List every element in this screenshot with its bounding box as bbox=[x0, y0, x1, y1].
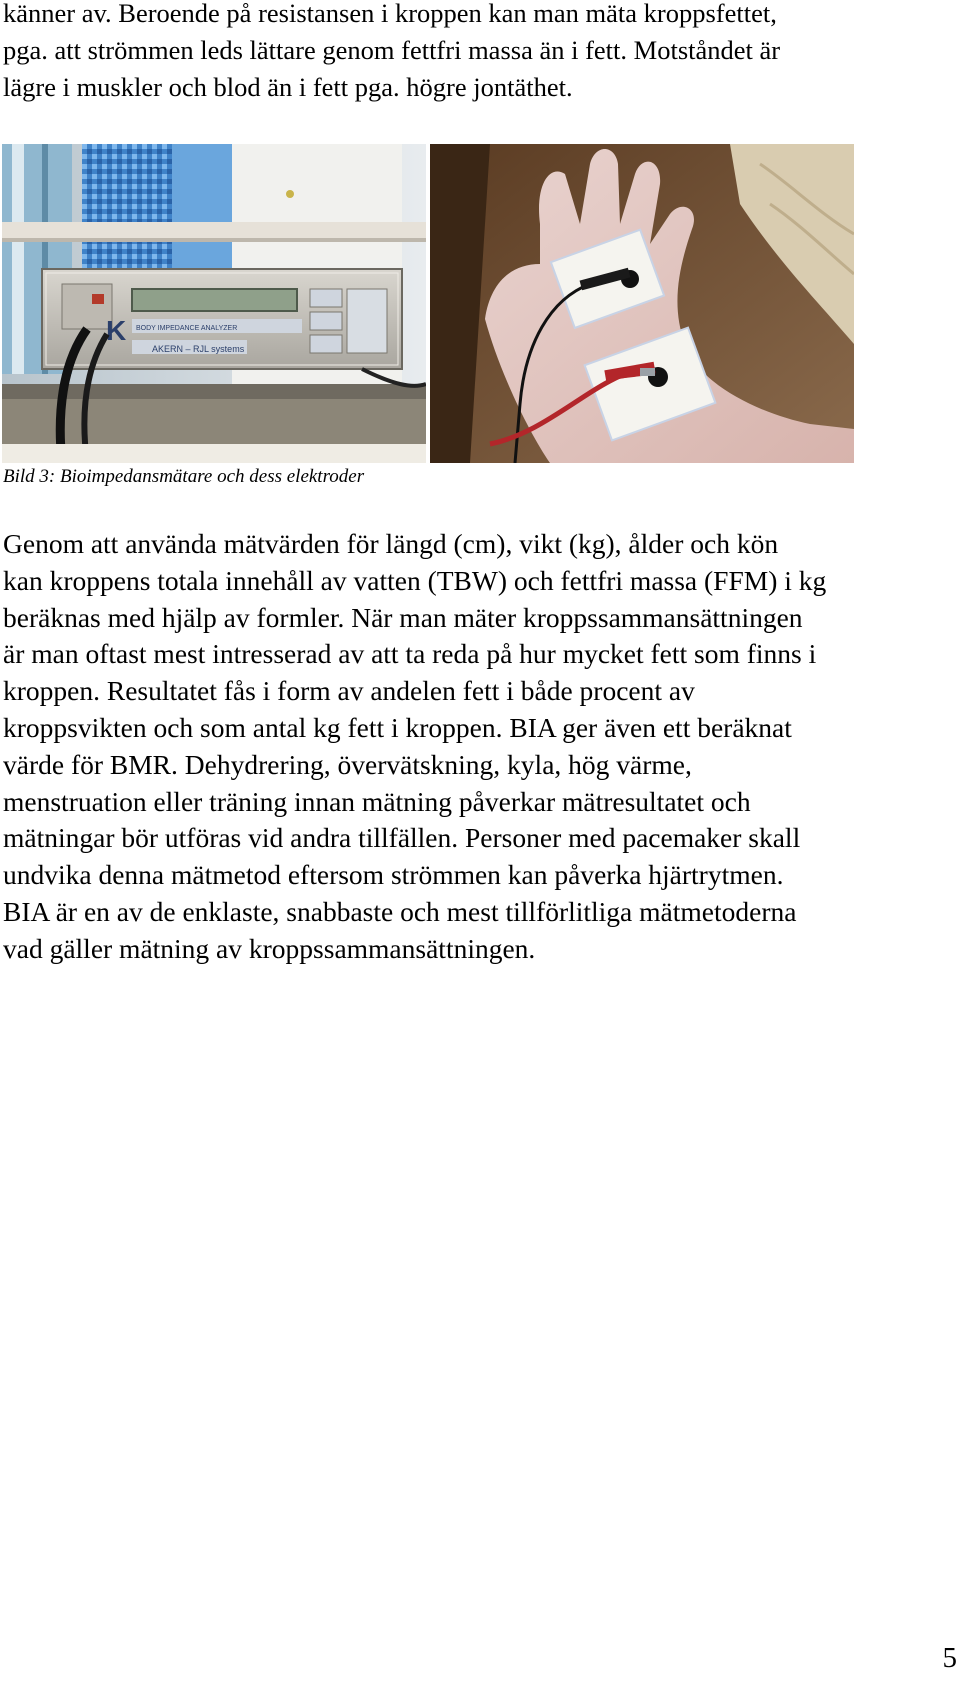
text-line: Genom att använda mätvärden för längd (cm), vikt (kg), ålder och kön bbox=[3, 528, 779, 559]
intro-paragraph bbox=[3, 0, 953, 106]
text-line: BIA är en av de enklaste, snabbaste och mest tillförlitliga mätmetoderna bbox=[3, 895, 797, 927]
photo-impedance-analyzer bbox=[2, 144, 426, 463]
text-line: kroppen. Resultatet fås i form av andelen fett i både procent av bbox=[3, 675, 695, 707]
photo-hand-electrodes bbox=[430, 144, 854, 463]
device-label-text: BODY IMPEDANCE ANALYZER bbox=[136, 325, 238, 332]
text-line: mätningar bör utföras vid andra tillfällen. Personer med pacemaker skall bbox=[3, 822, 801, 854]
figure-caption: Bild 3: Bioimpedansmätare och dess elektroder bbox=[3, 466, 365, 487]
text-line: vad gäller mätning av kroppssammansättningen. bbox=[3, 932, 536, 964]
text-line: beräknas med hjälp av formler. När man mäter kroppssammansättningen bbox=[3, 601, 803, 633]
text-line: känner av. Beroende på resistansen i kroppen kan man mäta kroppsfettet, bbox=[3, 0, 777, 28]
figure-bioimpedance bbox=[2, 144, 854, 463]
text-line: menstruation eller träning innan mätning påverkar mätresultatet och bbox=[3, 785, 751, 817]
device-brand-text: AKERN – RJL systems bbox=[152, 344, 245, 354]
text-line: pga. att strömmen leds lättare genom fettfri massa än i fett. Motståndet är bbox=[3, 35, 781, 65]
svg-text:K: K bbox=[106, 315, 127, 346]
text-line: värde för BMR. Dehydrering, övervätskning, kyla, hög värme, bbox=[3, 748, 692, 780]
text-line: lägre i muskler och blod än i fett pga. högre jontäthet. bbox=[3, 72, 573, 102]
page-number: 5 bbox=[942, 1642, 957, 1674]
text-line: kroppsvikten och som antal kg fett i kroppen. BIA ger även ett beräknat bbox=[3, 711, 792, 743]
body-paragraph bbox=[3, 526, 958, 968]
text-line: är man oftast mest intresserad av att ta reda på hur mycket fett som finns i bbox=[3, 638, 817, 670]
text-line: kan kroppens totala innehåll av vatten (TBW) och fettfri massa (FFM) i kg bbox=[3, 564, 827, 596]
text-line: undvika denna mätmetod eftersom strömmen kan påverka hjärtrytmen. bbox=[3, 859, 784, 891]
